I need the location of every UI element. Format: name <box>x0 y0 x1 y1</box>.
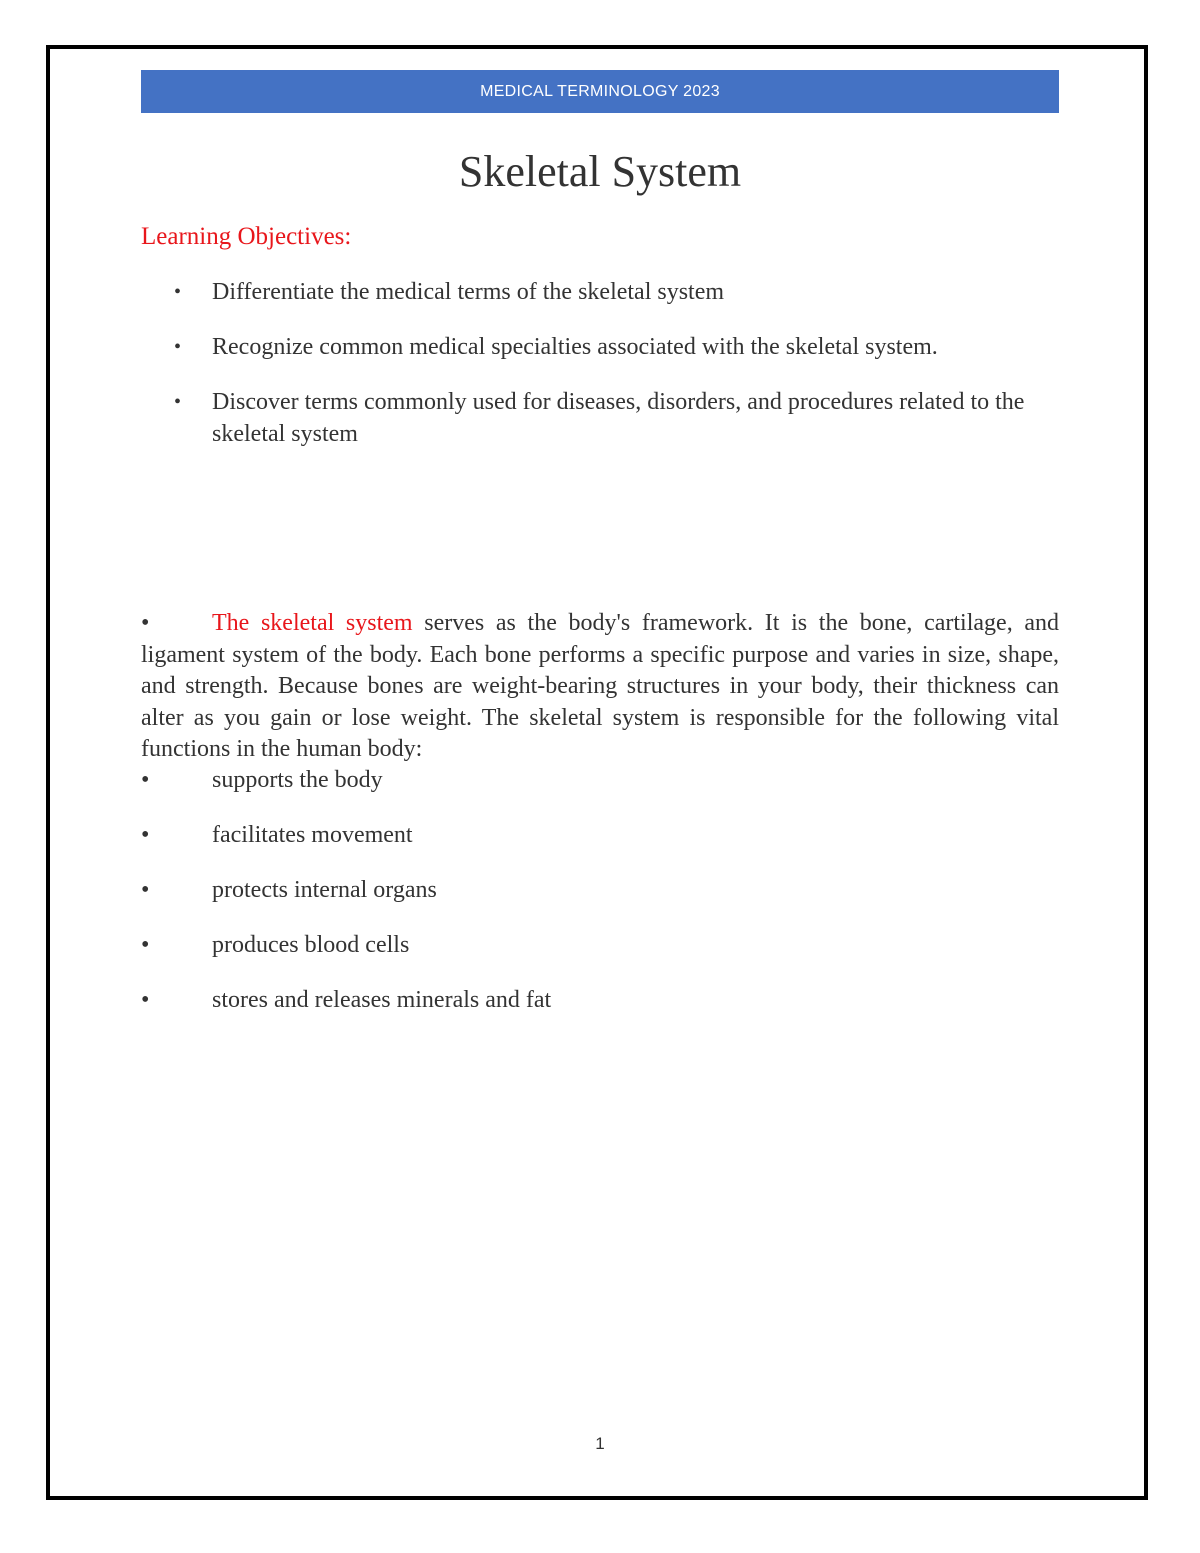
bullet-icon: • <box>141 822 150 848</box>
objective-item <box>141 386 1059 450</box>
objectives-list <box>141 276 1059 473</box>
function-item <box>141 764 1059 796</box>
bullet-icon: • <box>141 610 150 636</box>
bullet-icon: • <box>141 932 150 958</box>
function-item <box>141 984 1059 1016</box>
bullet-icon: • <box>141 877 150 903</box>
function-item <box>141 874 1059 906</box>
function-text: supports the body <box>212 767 383 793</box>
objective-item <box>141 331 1059 363</box>
bullet-icon: • <box>174 336 182 358</box>
bullet-icon: • <box>174 281 182 303</box>
objective-text: Recognize common medical specialties associated with the skeletal system. <box>212 334 938 360</box>
page-title: Skeletal System <box>458 147 742 196</box>
function-item <box>141 929 1059 961</box>
objective-text: Differentiate the medical terms of the skeletal system <box>212 279 725 305</box>
header-bar <box>141 70 1059 113</box>
function-text: stores and releases minerals and fat <box>212 987 552 1013</box>
function-item <box>141 819 1059 851</box>
functions-list <box>141 764 1059 1039</box>
function-text: protects internal organs <box>212 877 437 903</box>
header-text: MEDICAL TERMINOLOGY 2023 <box>480 82 720 100</box>
bullet-icon: • <box>141 987 150 1013</box>
bullet-icon: • <box>141 767 150 793</box>
intro-highlight: The skeletal system <box>212 610 413 636</box>
function-text: produces blood cells <box>212 932 410 958</box>
objectives-heading: Learning Objectives: <box>141 223 352 250</box>
intro-paragraph <box>141 608 1059 766</box>
bullet-icon: • <box>174 391 182 413</box>
objective-text: Discover terms commonly used for diseases, disorders, and procedures related to the skeletal system <box>212 389 1025 447</box>
function-text: facilitates movement <box>212 822 413 848</box>
page-number: 1 <box>595 1434 605 1453</box>
intro-text: serves as the body's framework. It is the bone, cartilage, and ligament system of the body. Each bone performs a specific purpose and varies in size, shape, and strength. Because bones are weight-bearing structures in your body, their thickness can alter as you gain or lose weight. The skeletal system is responsible for the following vital functions in the human body: <box>141 610 1060 762</box>
objective-item <box>141 276 1059 308</box>
